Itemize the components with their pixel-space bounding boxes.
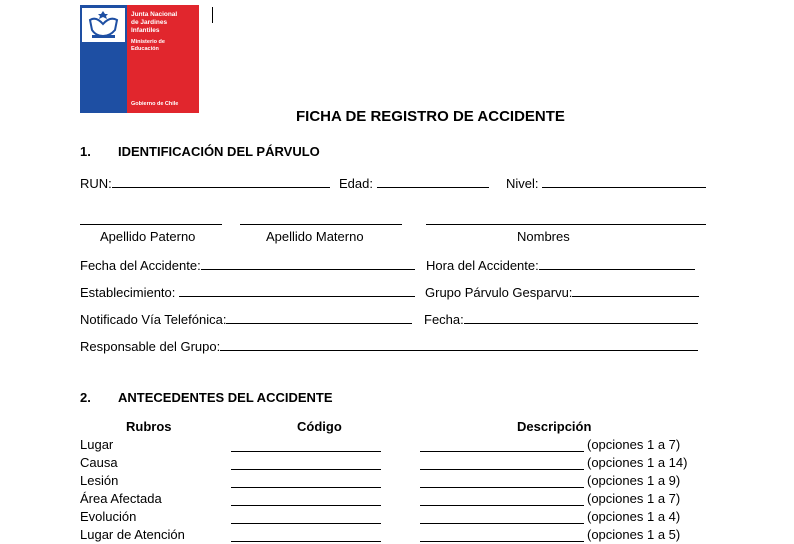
descripcion-input-line[interactable] — [420, 493, 584, 506]
codigo-input-line[interactable] — [231, 457, 381, 470]
descripcion-input-line[interactable] — [420, 511, 584, 524]
logo-ministry-line1: Ministerio de — [131, 39, 165, 45]
fecha-accidente-input-line[interactable] — [201, 257, 415, 270]
document-title: FICHA DE REGISTRO DE ACCIDENTE — [296, 108, 565, 125]
rubro-label: Causa — [80, 455, 118, 470]
opciones-label: (opciones 1 a 14) — [587, 455, 688, 470]
nivel-label: Nivel: — [506, 176, 539, 191]
codigo-input-line[interactable] — [231, 475, 381, 488]
fecha-label: Fecha: — [424, 312, 464, 327]
notificado-field[interactable] — [80, 311, 412, 328]
hora-accidente-label: Hora del Accidente: — [426, 258, 539, 273]
logo-text-line2: de Jardines — [131, 19, 168, 26]
grupo-input-line[interactable] — [572, 284, 699, 297]
codigo-input-line[interactable] — [231, 529, 381, 542]
rubro-label: Lugar de Atención — [80, 527, 185, 542]
col-codigo-header: Código — [297, 419, 342, 434]
fecha-field[interactable] — [424, 311, 698, 328]
apellido-materno-label: Apellido Materno — [266, 229, 364, 244]
section1-heading: IDENTIFICACIÓN DEL PÁRVULO — [118, 144, 320, 159]
apellido-paterno-label: Apellido Paterno — [100, 229, 196, 244]
nivel-field[interactable] — [506, 175, 706, 192]
fecha-accidente-field[interactable] — [80, 257, 415, 274]
descripcion-input-line[interactable] — [420, 457, 584, 470]
col-rubros-header: Rubros — [126, 419, 172, 434]
rubro-label: Área Afectada — [80, 491, 162, 506]
edad-input-line[interactable] — [377, 175, 489, 188]
establecimiento-label: Establecimiento: — [80, 285, 176, 300]
codigo-input-line[interactable] — [231, 439, 381, 452]
nombres-input-line[interactable] — [426, 212, 706, 225]
notificado-input-line[interactable] — [226, 311, 412, 324]
responsable-label: Responsable del Grupo: — [80, 339, 221, 354]
run-field[interactable] — [80, 175, 330, 192]
col-descripcion-header: Descripción — [517, 419, 592, 434]
opciones-label: (opciones 1 a 7) — [587, 491, 681, 506]
grupo-field[interactable] — [425, 284, 699, 301]
rubro-label: Lugar — [80, 437, 114, 452]
opciones-label: (opciones 1 a 7) — [587, 437, 681, 452]
hora-accidente-field[interactable] — [426, 257, 695, 274]
jundi-logo — [80, 5, 199, 113]
run-input-line[interactable] — [112, 175, 330, 188]
logo-text-line1: Junta Nacional — [131, 11, 178, 18]
rubro-label: Lesión — [80, 473, 119, 488]
logo-text-line3: Infantiles — [131, 27, 160, 34]
coat-of-arms-icon — [82, 8, 125, 42]
notificado-label: Notificado Vía Telefónica: — [80, 312, 227, 327]
nombres-label: Nombres — [517, 229, 570, 244]
logo-gov-text: Gobierno de Chile — [131, 101, 179, 107]
descripcion-input-line[interactable] — [420, 529, 584, 542]
grupo-label: Grupo Párvulo Gesparvu: — [425, 285, 573, 300]
responsable-field[interactable] — [80, 338, 698, 355]
opciones-label: (opciones 1 a 5) — [587, 527, 681, 542]
fecha-accidente-label: Fecha del Accidente: — [80, 258, 201, 273]
opciones-label: (opciones 1 a 4) — [587, 509, 681, 524]
establecimiento-input-line[interactable] — [179, 284, 415, 297]
text-cursor — [212, 7, 213, 23]
run-label: RUN: — [80, 176, 112, 191]
fecha-input-line[interactable] — [464, 311, 698, 324]
rubro-label: Evolución — [80, 509, 137, 524]
codigo-input-line[interactable] — [231, 511, 381, 524]
logo-ministry-line2: Educación — [131, 46, 159, 52]
section1-number: 1. — [80, 144, 91, 159]
section2-heading: ANTECEDENTES DEL ACCIDENTE — [118, 390, 333, 405]
edad-label: Edad: — [339, 176, 373, 191]
section2-number: 2. — [80, 390, 91, 405]
establecimiento-field[interactable] — [80, 284, 415, 301]
descripcion-input-line[interactable] — [420, 439, 584, 452]
codigo-input-line[interactable] — [231, 493, 381, 506]
hora-accidente-input-line[interactable] — [539, 257, 695, 270]
descripcion-input-line[interactable] — [420, 475, 584, 488]
apellido-paterno-input-line[interactable] — [80, 212, 222, 225]
apellido-materno-input-line[interactable] — [240, 212, 402, 225]
responsable-input-line[interactable] — [220, 338, 698, 351]
opciones-label: (opciones 1 a 9) — [587, 473, 681, 488]
logo-blue-panel — [80, 5, 127, 113]
nivel-input-line[interactable] — [542, 175, 706, 188]
edad-field[interactable] — [339, 175, 489, 192]
